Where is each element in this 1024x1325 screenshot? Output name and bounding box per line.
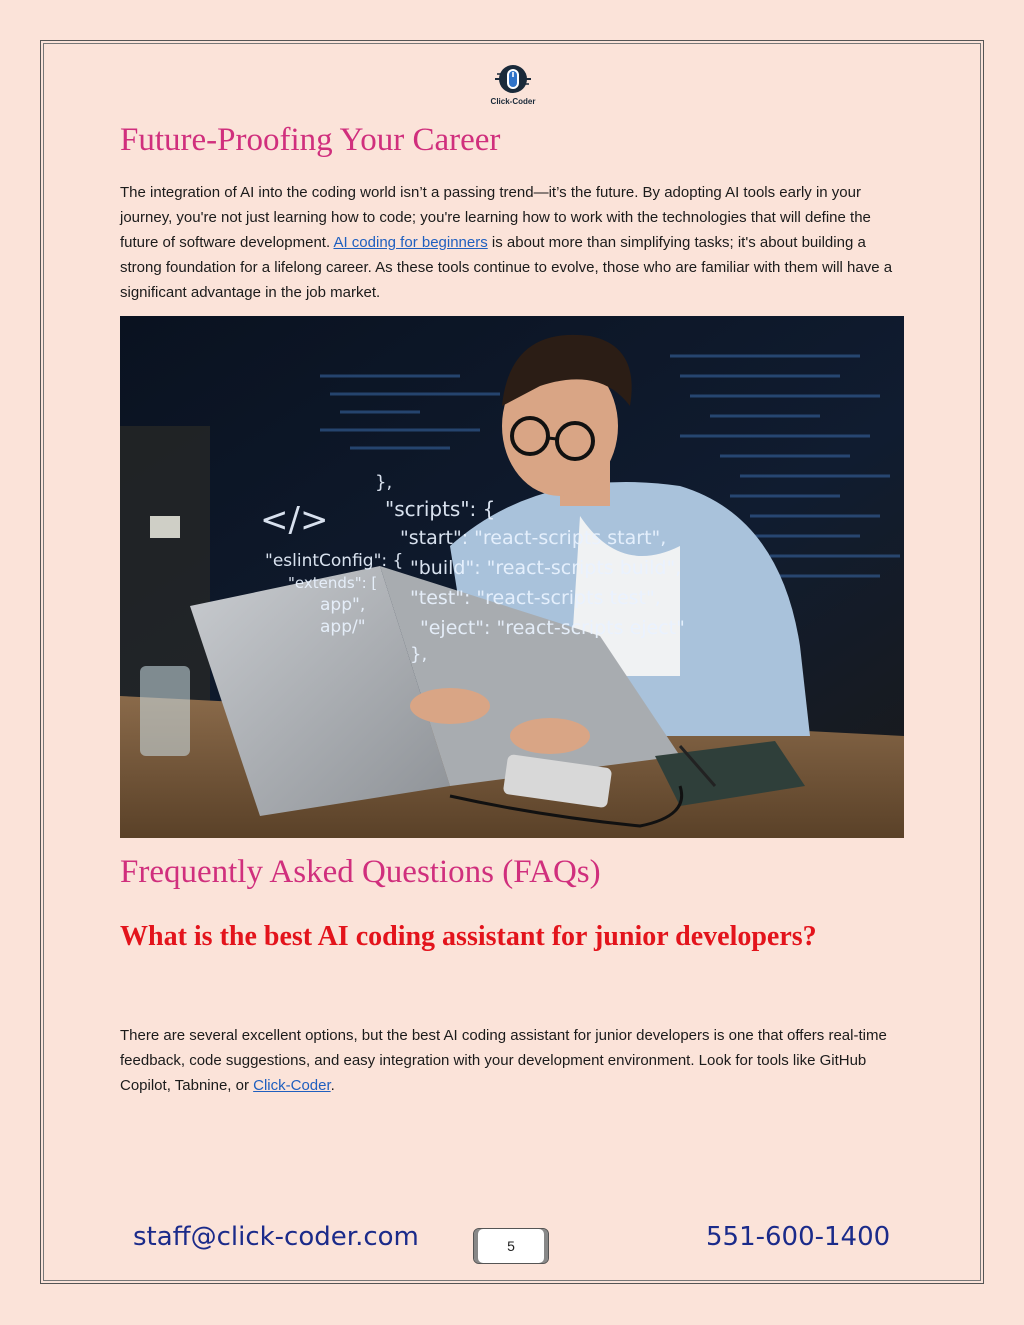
- intro-text-after-link: is about more than simplifying tasks; it's about building a strong foundation for a lifelong career. As these tools continue to evolve, those who are familiar with them will have a significant advantage in the job market.: [120, 234, 893, 301]
- logo-wordmark: Click-Coder: [490, 97, 536, 106]
- svg-text:app",: app",: [320, 595, 366, 615]
- svg-text:},: },: [375, 472, 393, 493]
- svg-text:"extends": [: "extends": [: [288, 574, 378, 592]
- faq-heading: Frequently Asked Questions (FAQs): [120, 854, 601, 890]
- code-symbol-icon: </>: [260, 500, 329, 540]
- svg-text:},: },: [410, 644, 428, 665]
- intro-paragraph: [120, 180, 910, 305]
- page-title: Future-Proofing Your Career: [120, 122, 501, 158]
- developer-laptop-illustration: [120, 316, 904, 838]
- footer-email[interactable]: staff@click-coder.com: [133, 1222, 419, 1252]
- faq-question: What is the best AI coding assistant for junior developers?: [120, 921, 817, 952]
- svg-text:"build": "react-scripts build": "build": "react-scripts build",: [410, 557, 682, 579]
- page-number-badge: 5: [473, 1228, 549, 1264]
- click-coder-link[interactable]: Click-Coder: [253, 1077, 331, 1094]
- svg-text:"test": "react-scripts test",: "test": "react-scripts test",: [410, 587, 661, 609]
- svg-text:app/": app/": [320, 617, 366, 637]
- intro-text-before-link: The integration of AI into the coding world isn’t a passing trend—it’s the future. By adopting AI tools early in your journey, you're not just learning how to code; you're learning how to work with the technologies that will define the future of software development.: [120, 184, 871, 251]
- developer-photo: [120, 316, 904, 838]
- svg-text:"eslintConfig": {: "eslintConfig": {: [265, 551, 404, 571]
- faq-answer-text: There are several excellent options, but the best AI coding assistant for junior developers is one that offers real-time feedback, code suggestions, and easy integration with your development environment. Look for tools like GitHub Copilot, Tabnine, or: [120, 1027, 887, 1094]
- svg-text:"eject": "react-scripts eject": "eject": "react-scripts eject": [420, 617, 685, 639]
- svg-text:"scripts": {: "scripts": {: [385, 497, 496, 521]
- mouse-icon: [493, 62, 533, 96]
- ai-coding-for-beginners-link[interactable]: AI coding for beginners: [333, 234, 488, 251]
- svg-text:"start": "react-scripts start": "start": "react-scripts start",: [400, 527, 667, 549]
- click-coder-logo: [481, 62, 545, 110]
- faq-answer-end: .: [330, 1077, 335, 1094]
- faq-answer: [120, 1023, 910, 1098]
- footer-phone[interactable]: 551-600-1400: [706, 1222, 891, 1252]
